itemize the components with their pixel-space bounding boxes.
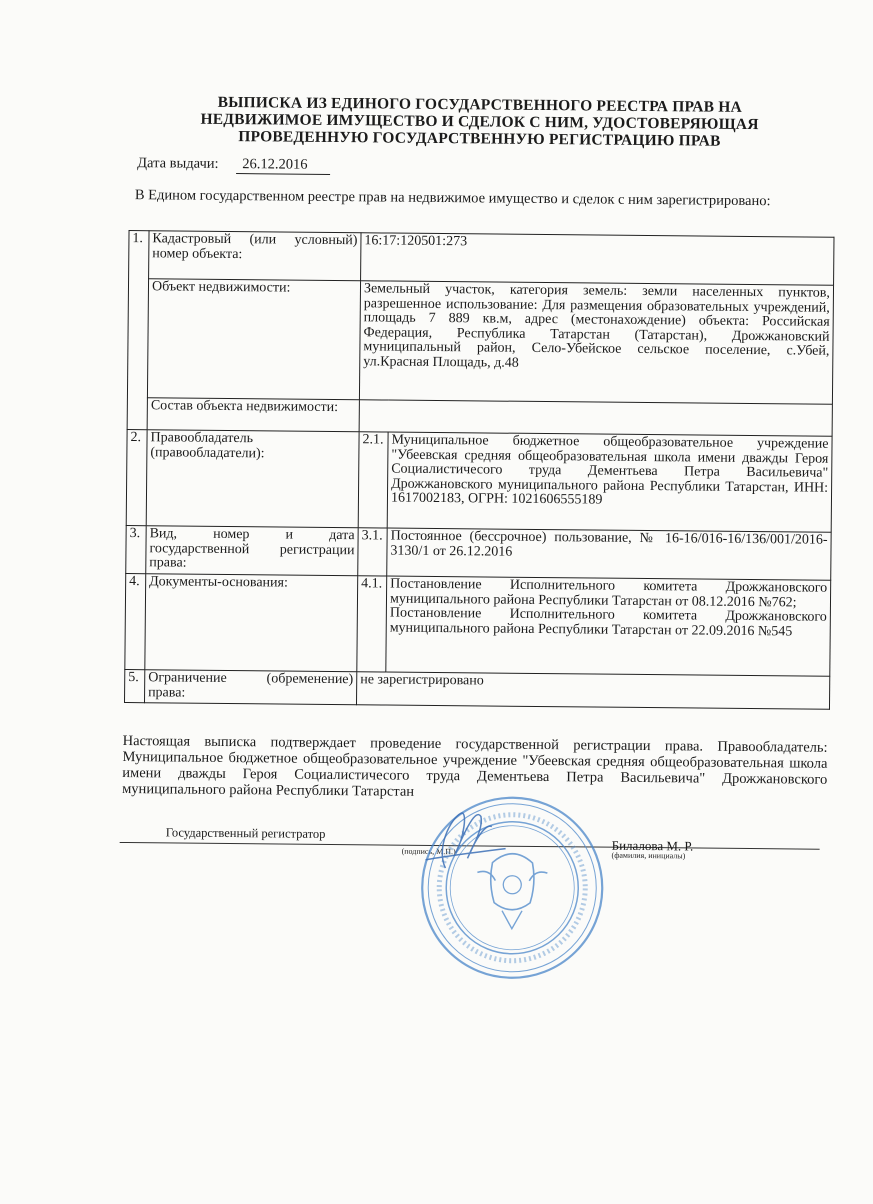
table-row bbox=[129, 231, 834, 286]
table-row bbox=[125, 574, 831, 677]
row-number: 5. bbox=[125, 670, 145, 703]
cadastral-label: Кадастровый (или условный) номер объекта: bbox=[149, 231, 361, 281]
document-basis: Постановление Исполнительного комитета Дрожжановского муниципального района Республики Татарстан от 22.09.2016 №545 bbox=[389, 605, 827, 639]
holder-value: Муниципальное бюджетное общеобразовательное учреждение "Убеевская средняя общеобразовательная школа имени дважды Героя Социалистичесого труда Дементьева Петра Васильевича" Дрожжановского муниципального района Республики Татарстан, ИНН: 1617002183, ОГРН: 1021606555189 bbox=[387, 432, 832, 532]
cadastral-value: 16:17:120501:273 bbox=[361, 233, 834, 286]
table-row bbox=[126, 430, 832, 533]
name-caption: (фамилия, инициалы) bbox=[611, 850, 686, 861]
holder-label: Правообладатель (правообладатели): bbox=[146, 430, 359, 528]
issue-date-row bbox=[137, 155, 330, 175]
registrar-label: Государственный регистратор bbox=[165, 825, 326, 841]
row-number: 2. bbox=[126, 430, 147, 526]
signature-caption: (подпись, М.П.) bbox=[401, 846, 456, 857]
registration-value: Постоянное (бессрочное) пользование, № 16-16/016-16/136/001/2016-3130/1 от 26.12.2016 bbox=[387, 528, 831, 580]
registry-table bbox=[124, 230, 835, 710]
title-line: ПРОВЕДЕННУЮ ГОСУДАРСТВЕННУЮ РЕГИСТРАЦИЮ ПРАВ bbox=[238, 128, 721, 150]
document-title bbox=[154, 93, 804, 150]
documents-label: Документы-основания: bbox=[145, 574, 358, 672]
sub-number: 2.1. bbox=[358, 432, 388, 528]
row-number: 3. bbox=[126, 526, 146, 574]
encumbrance-label: Ограничение (обременение) права: bbox=[145, 670, 357, 705]
object-value: Земельный участок, категория земель: земли населенных пунктов, разрешенное использование: Для размещения образовательных учреждений, площадь 7 889 кв.м, адрес (местонахождение) объекта: Российская Федерация, Республика Татарстан (Татарстан), Дрожжановский муниципальный район, Село-Убейское сельское поселение, с.Убей, ул.Красная Площадь, д.48 bbox=[359, 281, 833, 405]
registrar-signature bbox=[405, 798, 516, 879]
table-row bbox=[127, 279, 833, 405]
composition-label: Состав объекта недвижимости: bbox=[147, 398, 359, 432]
table-row bbox=[125, 670, 830, 710]
documents-value bbox=[386, 576, 831, 676]
composition-value bbox=[359, 400, 832, 437]
row-number: 1. bbox=[127, 231, 149, 430]
issue-date-value: 26.12.2016 bbox=[236, 156, 330, 175]
intro-text: В Едином государственном реестре прав на недвижимое имущество и сделок с ним зарегистрировано: bbox=[134, 187, 771, 210]
row-number: 4. bbox=[125, 574, 146, 670]
registration-label: Вид, номер и дата государственной регистрации права: bbox=[146, 526, 358, 576]
sub-number: 4.1. bbox=[357, 576, 387, 672]
title-line: ВЫПИСКА ИЗ ЕДИНОГО ГОСУДАРСТВЕННОГО РЕЕСТРА ПРАВ НА bbox=[217, 93, 742, 116]
document-basis: Постановление Исполнительного комитета Дрожжановского муниципального района Республики Татарстан от 08.12.2016 №762; bbox=[389, 576, 828, 610]
issue-date-label: Дата выдачи: bbox=[137, 155, 219, 172]
table-row bbox=[126, 526, 831, 581]
outro-text: Настоящая выписка подтверждает проведение государственной регистрации права. Правообладатель: Муниципальное бюджетное общеобразовательное учреждение "Убеевская средняя общеобразовательная школа имени дважды Героя Социалистичесого труда Дементьева Петра Васильевича" Дрожжановского муниципального района Республики Татарстан bbox=[122, 732, 828, 800]
registrar-name: Билалова М. Р. bbox=[611, 837, 694, 854]
title-line: НЕДВИЖИМОЕ ИМУЩЕСТВО И СДЕЛОК С НИМ, УДОСТОВЕРЯЮЩАЯ bbox=[200, 110, 759, 134]
encumbrance-value: не зарегистрировано bbox=[356, 672, 829, 710]
sub-number: 3.1. bbox=[358, 528, 387, 576]
object-label: Объект недвижимости: bbox=[147, 279, 360, 400]
